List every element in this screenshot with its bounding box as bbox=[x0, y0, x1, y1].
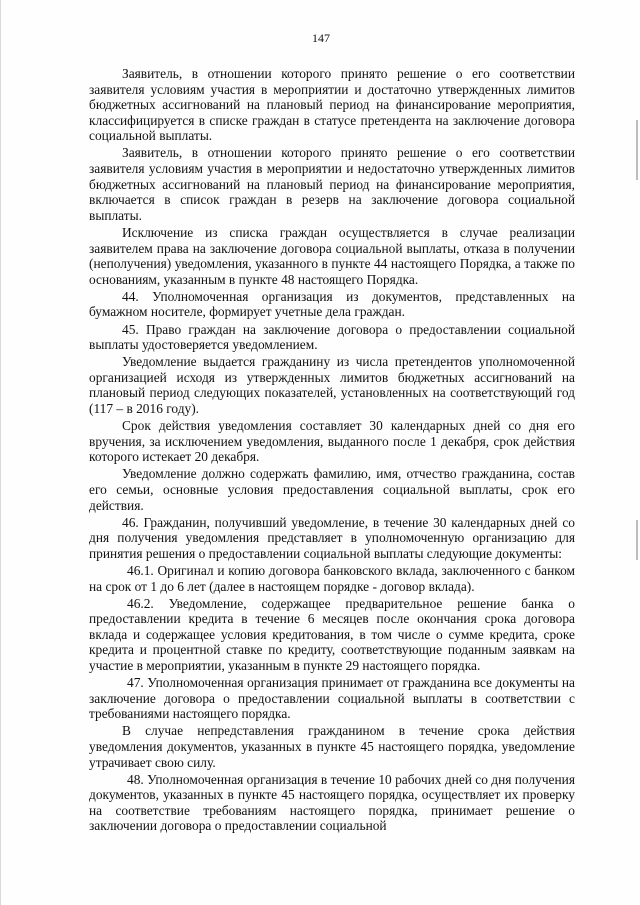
paragraph-notification-term: Срок действия уведомления составляет 30 календарных дней со дня его вручения, за исключением уведомления, выданного после 1 декабря, срок действия которого истекает 20 декабря. bbox=[89, 418, 575, 465]
paragraph-47: 47. Уполномоченная организация принимает от гражданина все документы на заключение договора о предоставлении социальной выплаты в соответствии с требованиями настоящего порядка. bbox=[89, 675, 575, 722]
paragraph-applicant-reserve: Заявитель, в отношении которого принято решение о его соответствии заявителя условиям участия в мероприятии и недостаточно утвержденных лимитов бюджетных ассигнований на плановый период на финансирование мероприятия, включается в список граждан в резерв на заключение договора социальной выплаты. bbox=[89, 145, 575, 223]
paragraph-exclusion: Исключение из списка граждан осуществляется в случае реализации заявителем права на заключение договора социальной выплаты, отказа в получении (неполучения) уведомления, указанного в пункте 44 настоящего Порядка, а также по основаниям, указанным в пункте 48 настоящего Порядка. bbox=[89, 224, 575, 287]
paragraph-applicant-pretender: Заявитель, в отношении которого принято решение о его соответствии заявителя условиям участия в мероприятии и достаточно утвержденных лимитов бюджетных ассигнований на плановый период на финансирование мероприятия, классифицируется в списке граждан в статусе претендента на заключение договора социальной выплаты. bbox=[89, 66, 575, 144]
scan-edge-mark bbox=[636, 520, 638, 560]
page-number: 147 bbox=[312, 31, 330, 45]
paragraph-notification-contents: Уведомление должно содержать фамилию, имя, отчество гражданина, состав его семьи, основные условия предоставления социальной выплаты, срок его действия. bbox=[89, 466, 575, 513]
paragraph-44: 44. Уполномоченная организация из документов, представленных на бумажном носителе, формирует учетные дела граждан. bbox=[89, 288, 575, 320]
paragraph-48: 48. Уполномоченная организация в течение 10 рабочих дней со дня получения документов, указанных в пункте 45 настоящего порядка, осуществляет их проверку на соответствие требованиям настоящего порядка, принимает решение о заключении договора о предоставлении социальной bbox=[89, 771, 575, 834]
paragraph-46-2: 46.2. Уведомление, содержащее предварительное решение банка о предоставлении кредита в течение 6 месяцев после окончания срока договора вклада и содержащее условия кредитования, в том числе о сумме кредита, сроке кредита и процентной ставке по кредиту, соответствующие поданным заявкам на участие в мероприятии, указанным в пункте 29 настоящего порядка. bbox=[89, 595, 575, 673]
scan-edge-mark bbox=[636, 120, 638, 180]
paragraph-46: 46. Гражданин, получивший уведомление, в течение 30 календарных дней со дня получения уведомления представляет в уполномоченную организацию для принятия решения о предоставлении социальной выплаты следующие документы: bbox=[89, 514, 575, 561]
paragraph-45: 45. Право граждан на заключение договора о предоставлении социальной выплаты удостоверяется уведомлением. bbox=[89, 321, 575, 353]
paragraph-46-1: 46.1. Оригинал и копию договора банковского вклада, заключенного с банком на срок от 1 до 6 лет (далее в настоящем порядке - договор вклада). bbox=[89, 562, 575, 594]
document-body bbox=[89, 66, 575, 836]
paragraph-non-submission: В случае непредставления гражданином в течение срока действия уведомления документов, указанных в пункте 45 настоящего порядка, уведомление утрачивает свою силу. bbox=[89, 723, 575, 770]
paragraph-notification-issued: Уведомление выдается гражданину из числа претендентов уполномоченной организацией исходя из утвержденных лимитов бюджетных ассигнований на плановый период следующих показателей, установленных на соответствующий год (117 – в 2016 году). bbox=[89, 354, 575, 416]
